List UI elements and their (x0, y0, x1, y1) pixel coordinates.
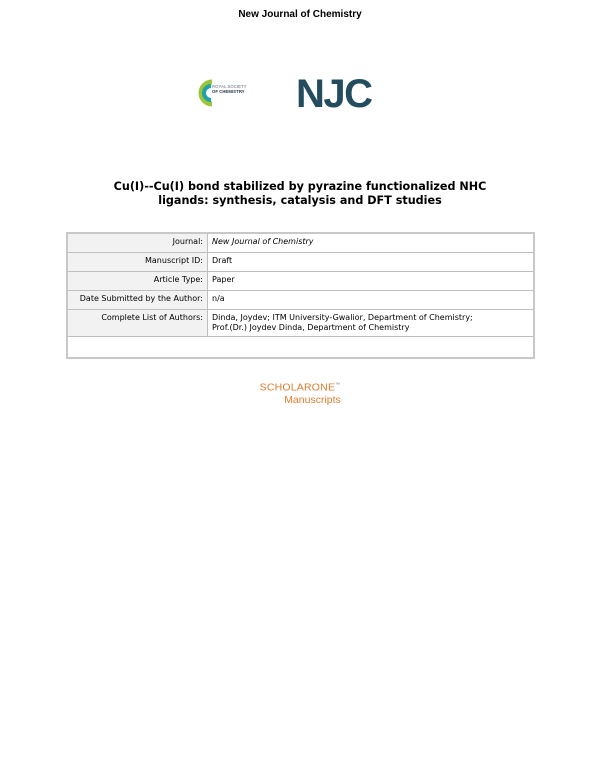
authors-label: Complete List of Authors: (67, 310, 208, 337)
article-type-label: Article Type: (67, 272, 208, 291)
table-row-journal (67, 233, 534, 253)
manuscript-info-table (66, 232, 535, 359)
empty-cell (67, 337, 534, 359)
scholarone-wordmark (0, 379, 600, 394)
rsc-logo (196, 76, 248, 110)
journal-value: New Journal of Chemistry (208, 233, 535, 253)
manuscripts-text: Manuscripts (284, 393, 341, 406)
date-submitted-label: Date Submitted by the Author: (67, 291, 208, 310)
rsc-logo-text (212, 85, 247, 94)
authors-line2: Prof.(Dr.) Joydev Dinda, Department of Chemistry (212, 323, 410, 332)
njc-logo: NJC (296, 72, 372, 116)
journal-label: Journal: (67, 233, 208, 253)
running-head-journal: New Journal of Chemistry (238, 9, 362, 20)
paper-title (0, 180, 600, 207)
authors-value (208, 310, 535, 337)
table-row-article-type (67, 272, 534, 291)
table-row-date-submitted (67, 291, 534, 310)
manuscript-id-label: Manuscript ID: (67, 253, 208, 272)
paper-title-line2: ligands: synthesis, catalysis and DFT studies (158, 193, 442, 207)
table-row-manuscript-id (67, 253, 534, 272)
paper-title-line1: Cu(I)--Cu(I) bond stabilized by pyrazine functionalized NHC (113, 180, 487, 193)
trademark-text: ™ (335, 382, 341, 388)
scholar-text: SCHOLAR (259, 381, 312, 394)
authors-line1: Dinda, Joydev; ITM University-Gwalior, Department of Chemistry; (212, 313, 473, 322)
table-row-authors (67, 310, 534, 337)
rsc-text-line1: ROYAL SOCIETY (212, 84, 247, 89)
scholarone-logo (0, 379, 600, 406)
article-type-value: Paper (208, 272, 535, 291)
table-row-empty (67, 337, 534, 359)
manuscript-id-value: Draft (208, 253, 535, 272)
one-text: ONE (311, 381, 336, 394)
rsc-text-line2: OF CHEMISTRY (212, 88, 245, 94)
date-submitted-value: n/a (208, 291, 535, 310)
